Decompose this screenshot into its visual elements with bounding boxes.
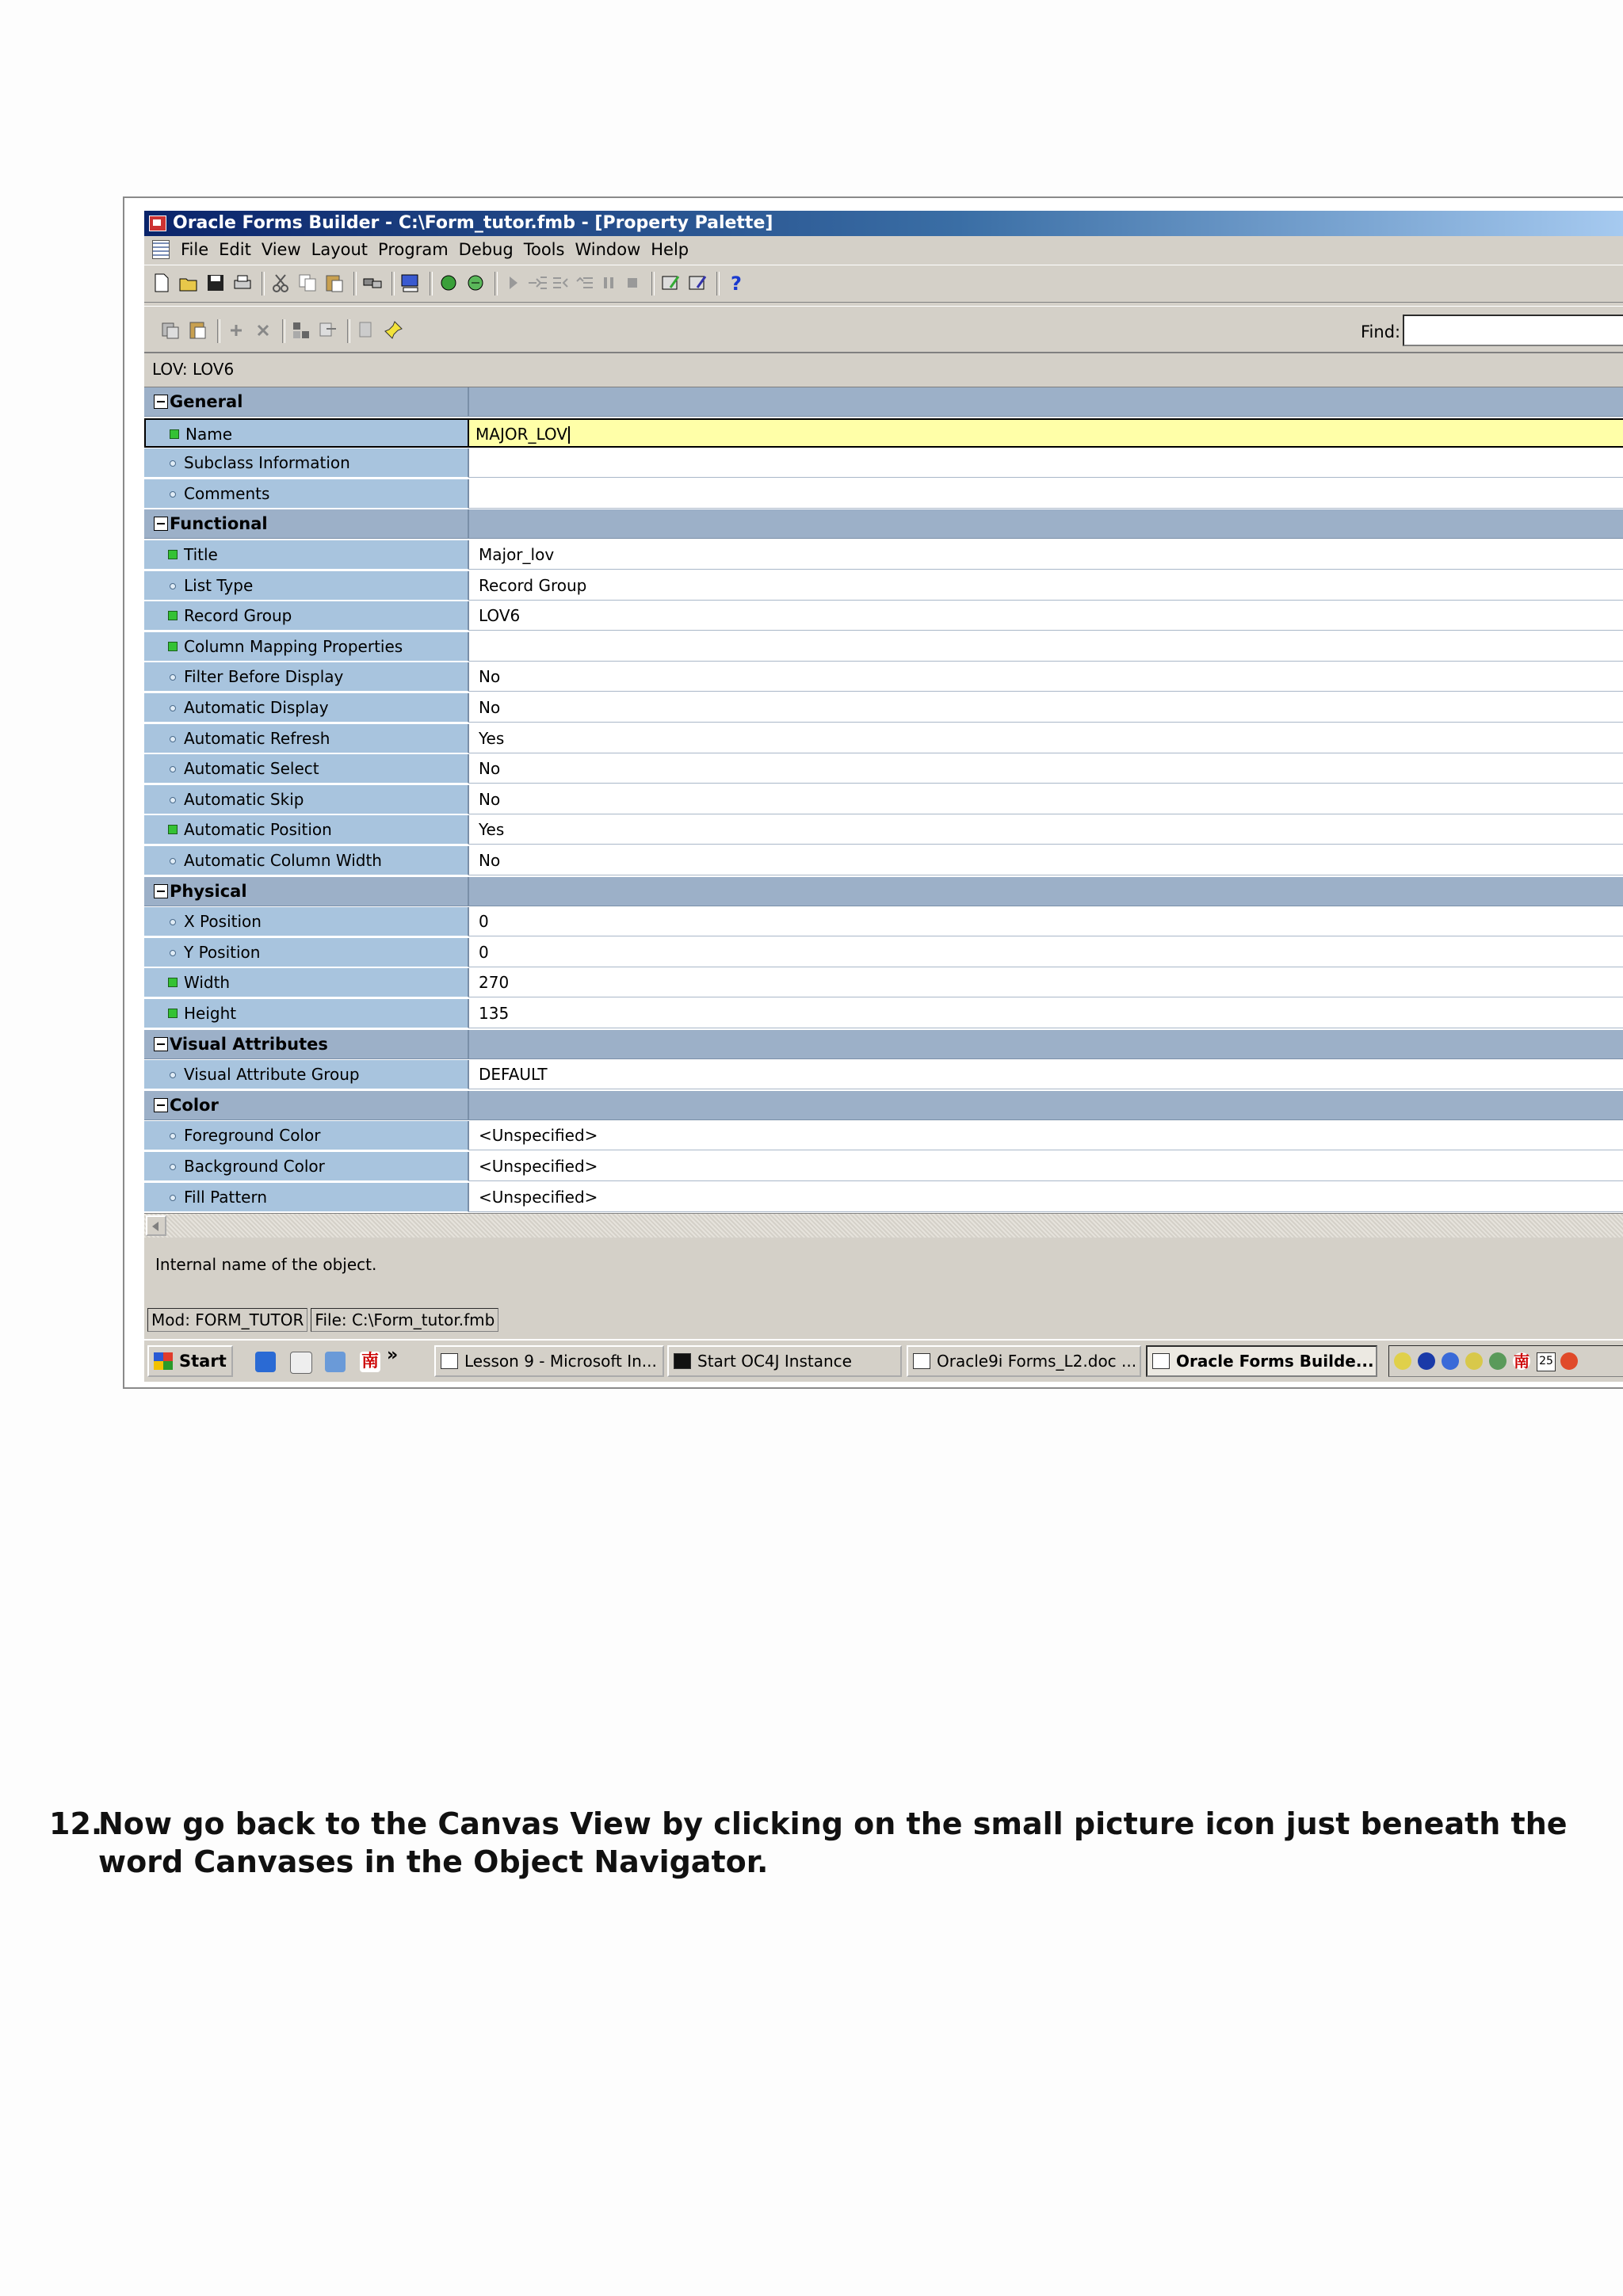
property-row-automatic-skip[interactable] xyxy=(144,785,1623,815)
property-value-text: <Unspecified> xyxy=(479,1126,598,1146)
property-label: Width xyxy=(184,973,231,993)
property-value[interactable] xyxy=(469,999,1623,1028)
property-row-automatic-position[interactable] xyxy=(144,815,1623,845)
changed-property-icon xyxy=(170,429,179,439)
desktop-quicklaunch-icon[interactable] xyxy=(325,1352,346,1372)
help-icon[interactable] xyxy=(724,272,747,294)
property-value-text: 135 xyxy=(479,1004,510,1023)
ime-quicklaunch-icon[interactable]: 南 xyxy=(361,1352,379,1371)
property-label: X Position xyxy=(184,912,262,932)
menu-debug[interactable]: Debug xyxy=(458,240,514,259)
start-button[interactable] xyxy=(147,1345,233,1377)
property-value[interactable] xyxy=(469,418,1623,448)
category-general[interactable] xyxy=(144,387,1623,418)
property-label: Color xyxy=(170,1095,219,1115)
default-property-icon xyxy=(170,705,176,711)
default-property-icon xyxy=(170,858,176,864)
property-value-text: No xyxy=(479,667,501,687)
menu-view[interactable]: View xyxy=(261,240,301,259)
new-file-icon[interactable] xyxy=(151,272,173,294)
property-value-text: Yes xyxy=(479,820,505,840)
property-name xyxy=(144,540,469,570)
property-row-comments[interactable] xyxy=(144,479,1623,509)
property-name xyxy=(144,754,469,784)
run-form-icon[interactable] xyxy=(437,272,460,294)
property-value-text: Record Group xyxy=(479,575,587,595)
property-value xyxy=(469,1030,1623,1059)
svg-text:?: ? xyxy=(731,273,742,294)
tray-warning-icon[interactable] xyxy=(1560,1352,1578,1370)
property-value-text: DEFAULT xyxy=(479,1065,548,1085)
default-property-icon xyxy=(170,1195,176,1201)
system-tray xyxy=(1388,1345,1623,1377)
property-value-text: <Unspecified> xyxy=(479,1187,598,1207)
menu-program[interactable]: Program xyxy=(378,240,449,259)
property-value xyxy=(469,877,1623,906)
default-property-icon xyxy=(170,1133,176,1139)
windows-taskbar xyxy=(144,1339,1623,1382)
taskbar-button-2[interactable] xyxy=(667,1345,902,1377)
window-title: Oracle Forms Builder - C:\Form_tutor.fmb - [Property Palette] xyxy=(173,213,773,233)
object-context-label: LOV: LOV6 xyxy=(152,360,235,379)
property-row-visual-attribute-group[interactable] xyxy=(144,1060,1623,1090)
horizontal-scrollbar[interactable] xyxy=(144,1213,1623,1238)
paste-icon[interactable] xyxy=(323,272,346,294)
taskbar-button-1[interactable] xyxy=(434,1345,664,1377)
default-property-icon xyxy=(170,583,176,589)
property-value-text: Yes xyxy=(479,728,505,748)
paste-properties-icon[interactable] xyxy=(187,319,209,341)
menu-tools[interactable]: Tools xyxy=(523,240,565,259)
property-toolbar xyxy=(144,306,1623,353)
property-row-background-color[interactable] xyxy=(144,1152,1623,1182)
scroll-left-icon[interactable] xyxy=(146,1215,166,1236)
property-row-y-position[interactable] xyxy=(144,938,1623,968)
property-name xyxy=(144,999,469,1028)
menu-help[interactable]: Help xyxy=(651,240,689,259)
forms-icon xyxy=(1152,1353,1170,1369)
taskbar-button-3[interactable] xyxy=(907,1345,1141,1377)
run-debug-icon[interactable] xyxy=(464,272,487,294)
connect-icon[interactable] xyxy=(361,272,384,294)
property-name xyxy=(144,968,469,997)
property-grid xyxy=(144,387,1623,1213)
ime-tray-icon[interactable]: 南 xyxy=(1514,1352,1529,1371)
delete-property-icon[interactable] xyxy=(252,319,274,341)
default-property-icon xyxy=(170,491,176,498)
property-row-automatic-select[interactable] xyxy=(144,754,1623,784)
taskbar-button-label: Oracle Forms Builde... xyxy=(1176,1352,1374,1371)
property-label: List Type xyxy=(184,575,254,595)
property-name xyxy=(144,693,469,723)
property-label: Column Mapping Properties xyxy=(184,636,403,656)
property-value xyxy=(469,1091,1623,1120)
property-name xyxy=(144,785,469,814)
collapse-minus-icon[interactable] xyxy=(154,395,168,409)
property-label: Visual Attributes xyxy=(170,1034,328,1054)
open-folder-icon[interactable] xyxy=(178,272,200,294)
property-row-list-type[interactable] xyxy=(144,571,1623,601)
property-value[interactable] xyxy=(469,938,1623,967)
property-name xyxy=(144,846,469,875)
reentrant-wizard-icon[interactable] xyxy=(686,272,708,294)
property-value[interactable] xyxy=(469,815,1623,845)
property-value[interactable] xyxy=(469,540,1623,570)
property-value-text: MAJOR_LOV xyxy=(475,424,567,444)
quicklaunch-more-button[interactable]: » xyxy=(387,1345,399,1365)
status-file: File: C:\Form_tutor.fmb xyxy=(311,1308,498,1332)
step-out-icon[interactable] xyxy=(574,272,596,294)
property-label: Automatic Position xyxy=(184,820,332,840)
property-name xyxy=(144,418,469,448)
property-value[interactable] xyxy=(469,1121,1623,1150)
property-class-icon[interactable] xyxy=(290,319,312,341)
messenger-icon[interactable] xyxy=(1465,1352,1483,1370)
property-row-title[interactable] xyxy=(144,540,1623,570)
start-label: Start xyxy=(179,1352,227,1371)
menu-layout[interactable]: Layout xyxy=(311,240,369,259)
property-name xyxy=(144,509,469,539)
property-name xyxy=(144,1030,469,1059)
outlook-quicklaunch-icon[interactable] xyxy=(290,1352,312,1374)
property-name xyxy=(144,1060,469,1089)
property-name xyxy=(144,448,469,478)
property-value[interactable] xyxy=(469,448,1623,478)
menu-window[interactable]: Window xyxy=(575,240,641,259)
property-label: General xyxy=(170,392,243,411)
cut-icon[interactable] xyxy=(269,272,292,294)
step-text: Now go back to the Canvas View by clicking on the small picture icon just beneath the word Canvases in the Object Navigator. xyxy=(98,1806,1568,1879)
tray-app-icon[interactable] xyxy=(1418,1352,1435,1370)
title-bar[interactable] xyxy=(144,211,1623,236)
property-value-text: 0 xyxy=(479,912,489,932)
property-label: Comments xyxy=(184,483,270,503)
main-toolbar xyxy=(144,265,1623,303)
property-label: Automatic Refresh xyxy=(184,728,330,748)
find-label: Find: xyxy=(1361,322,1401,341)
property-value[interactable] xyxy=(469,662,1623,692)
property-value[interactable] xyxy=(469,785,1623,814)
property-name xyxy=(144,907,469,936)
volume-icon[interactable] xyxy=(1394,1352,1411,1370)
collapse-minus-icon[interactable] xyxy=(154,1037,168,1051)
property-row-fill-pattern[interactable] xyxy=(144,1183,1623,1213)
tray-printer-icon[interactable] xyxy=(1489,1352,1507,1370)
default-property-icon xyxy=(170,797,176,803)
default-property-icon xyxy=(170,1164,176,1170)
property-value-text: 0 xyxy=(479,942,489,962)
property-row-automatic-column-width[interactable] xyxy=(144,846,1623,876)
windows-flag-icon xyxy=(154,1352,173,1370)
property-row-automatic-display[interactable] xyxy=(144,693,1623,723)
wizard-icon[interactable] xyxy=(659,272,682,294)
property-row-record-group[interactable] xyxy=(144,601,1623,631)
property-name xyxy=(144,1091,469,1120)
property-value[interactable] xyxy=(469,632,1623,662)
go-icon[interactable] xyxy=(502,272,525,294)
property-label: Filter Before Display xyxy=(184,667,344,687)
property-value-text: <Unspecified> xyxy=(479,1157,598,1176)
word-icon xyxy=(913,1353,930,1369)
taskbar-button-label: Oracle9i Forms_L2.doc ... xyxy=(937,1352,1137,1371)
document-icon[interactable] xyxy=(152,240,170,259)
inherit-icon[interactable] xyxy=(317,319,339,341)
menu-edit[interactable]: Edit xyxy=(219,240,251,259)
property-name xyxy=(144,1121,469,1150)
default-property-icon xyxy=(170,950,176,956)
property-value[interactable] xyxy=(469,754,1623,784)
add-property-icon[interactable] xyxy=(225,319,247,341)
property-label: Visual Attribute Group xyxy=(184,1065,360,1085)
property-label: Fill Pattern xyxy=(184,1187,268,1207)
changed-property-icon xyxy=(168,611,178,620)
default-property-icon xyxy=(170,736,176,742)
property-row-x-position[interactable] xyxy=(144,907,1623,937)
property-value[interactable] xyxy=(469,1060,1623,1089)
default-property-icon xyxy=(170,919,176,925)
find-input[interactable] xyxy=(1403,315,1623,346)
property-label: Subclass Information xyxy=(184,453,350,473)
property-row-width[interactable] xyxy=(144,968,1623,998)
copy-icon[interactable] xyxy=(296,272,319,294)
changed-property-icon xyxy=(168,550,178,559)
property-value[interactable] xyxy=(469,1183,1623,1212)
compile-icon[interactable] xyxy=(399,272,422,294)
taskbar-button-label: Start OC4J Instance xyxy=(697,1352,852,1371)
collapse-minus-icon[interactable] xyxy=(154,517,168,531)
category-visual-attributes[interactable] xyxy=(144,1030,1623,1060)
changed-property-icon xyxy=(168,1009,178,1018)
copy-properties-icon[interactable] xyxy=(160,319,182,341)
menu-file[interactable]: File xyxy=(181,240,209,259)
property-label: Foreground Color xyxy=(184,1126,321,1146)
changed-property-icon xyxy=(168,825,178,834)
changed-property-icon xyxy=(168,642,178,651)
property-row-filter-before-display[interactable] xyxy=(144,662,1623,692)
property-name xyxy=(144,662,469,692)
property-value-text: No xyxy=(479,759,501,779)
property-label: Record Group xyxy=(184,606,292,626)
property-row-subclass-information[interactable] xyxy=(144,448,1623,479)
property-label: Physical xyxy=(170,881,247,901)
property-row-foreground-color[interactable] xyxy=(144,1121,1623,1151)
property-label: Height xyxy=(184,1004,237,1023)
property-value[interactable] xyxy=(469,479,1623,509)
print-icon[interactable] xyxy=(231,272,254,294)
property-hint: Internal name of the object. xyxy=(155,1255,377,1274)
freeze-pin-icon[interactable] xyxy=(382,319,404,341)
text-caret xyxy=(568,426,570,444)
property-label: Automatic Column Width xyxy=(184,851,382,870)
property-value[interactable] xyxy=(469,724,1623,753)
status-bar xyxy=(147,1308,502,1332)
property-value-text: No xyxy=(479,851,501,870)
taskbar-button-label: Lesson 9 - Microsoft In... xyxy=(464,1352,657,1371)
changed-property-icon xyxy=(168,978,178,987)
console-icon xyxy=(674,1353,691,1369)
property-name xyxy=(144,387,469,417)
step-over-icon[interactable] xyxy=(550,272,572,294)
default-property-icon xyxy=(170,674,176,681)
property-label: Title xyxy=(184,545,218,564)
pause-icon[interactable] xyxy=(598,272,620,294)
taskbar-button-4[interactable] xyxy=(1146,1345,1377,1377)
property-name xyxy=(144,479,469,509)
property-value-text: No xyxy=(479,789,501,809)
property-label: Name xyxy=(185,424,233,444)
intersection-union-icon[interactable] xyxy=(355,319,377,341)
property-name xyxy=(144,1183,469,1212)
forms-builder-window xyxy=(144,211,1623,1382)
screenshot-frame xyxy=(123,196,1623,1389)
property-name xyxy=(144,877,469,906)
default-property-icon xyxy=(170,460,176,467)
default-property-icon xyxy=(170,1072,176,1078)
menu-bar xyxy=(144,236,1623,263)
property-value xyxy=(469,509,1623,539)
property-label: Background Color xyxy=(184,1157,325,1176)
property-value[interactable] xyxy=(469,693,1623,723)
property-row-name[interactable] xyxy=(144,418,1623,448)
status-module: Mod: FORM_TUTOR xyxy=(147,1308,307,1332)
category-functional[interactable] xyxy=(144,509,1623,540)
property-value-text: LOV6 xyxy=(479,606,521,626)
property-name xyxy=(144,1152,469,1181)
step-into-icon[interactable] xyxy=(526,272,548,294)
property-value-text: No xyxy=(479,698,501,717)
instruction-step xyxy=(49,1805,1579,1881)
property-name xyxy=(144,632,469,662)
ie-icon xyxy=(441,1353,458,1369)
property-label: Automatic Skip xyxy=(184,789,304,809)
calendar-icon[interactable]: 25 xyxy=(1537,1352,1556,1371)
collapse-minus-icon[interactable] xyxy=(154,884,168,898)
property-value[interactable] xyxy=(469,907,1623,936)
property-row-height[interactable] xyxy=(144,999,1623,1029)
oracle-forms-app-icon xyxy=(149,215,166,231)
property-value-text: Major_lov xyxy=(479,545,555,564)
property-value[interactable] xyxy=(469,601,1623,631)
property-value xyxy=(469,387,1623,417)
property-value-text: 270 xyxy=(479,973,510,993)
property-label: Functional xyxy=(170,514,268,534)
property-row-column-mapping-properties[interactable] xyxy=(144,632,1623,662)
property-label: Automatic Display xyxy=(184,698,329,717)
property-name xyxy=(144,601,469,631)
property-value[interactable] xyxy=(469,1152,1623,1181)
category-color[interactable] xyxy=(144,1091,1623,1121)
category-physical[interactable] xyxy=(144,877,1623,907)
ie-quicklaunch-icon[interactable] xyxy=(255,1352,276,1372)
property-label: Automatic Select xyxy=(184,759,319,779)
default-property-icon xyxy=(170,766,176,772)
property-row-automatic-refresh[interactable] xyxy=(144,724,1623,754)
property-name xyxy=(144,938,469,967)
save-icon[interactable] xyxy=(204,272,227,294)
stop-icon[interactable] xyxy=(621,272,643,294)
property-label: Y Position xyxy=(184,942,261,962)
property-name xyxy=(144,571,469,601)
property-value[interactable] xyxy=(469,968,1623,997)
network-icon[interactable] xyxy=(1442,1352,1459,1370)
property-name xyxy=(144,724,469,753)
property-name xyxy=(144,815,469,845)
collapse-minus-icon[interactable] xyxy=(154,1098,168,1112)
property-value[interactable] xyxy=(469,571,1623,601)
step-number: 12. xyxy=(49,1806,103,1841)
property-value[interactable] xyxy=(469,846,1623,875)
